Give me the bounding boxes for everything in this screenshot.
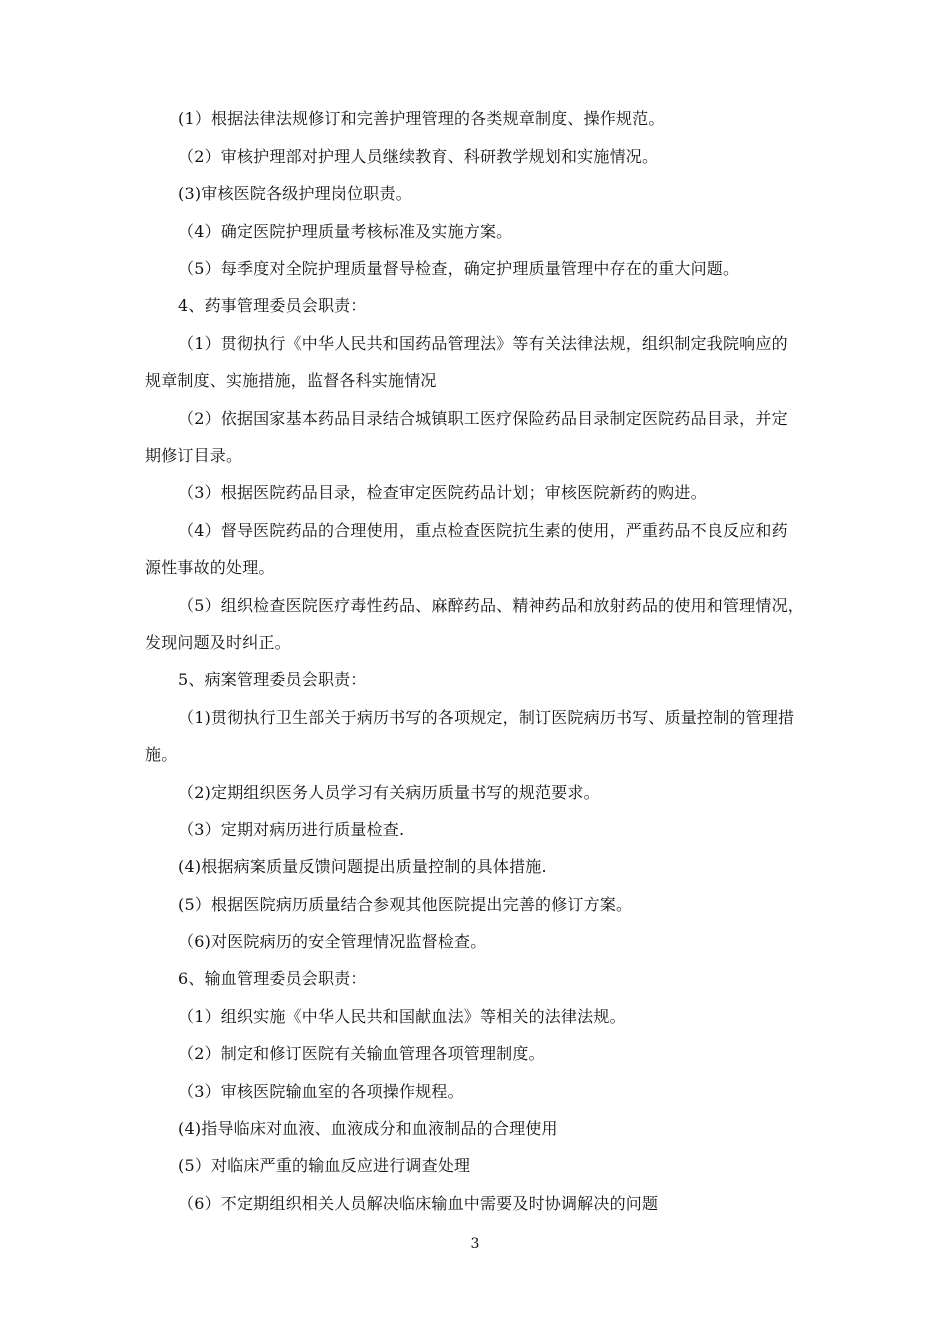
- section-heading: 6、输血管理委员会职责：: [178, 969, 367, 988]
- text-line: （3）根据医院药品目录，检查审定医院药品计划；审核医院新药的购进。: [178, 483, 707, 502]
- text-line: （5）每季度对全院护理质量督导检查，确定护理质量管理中存在的重大问题。: [178, 259, 740, 278]
- text-line: （6）不定期组织相关人员解决临床输血中需要及时协调解决的问题: [178, 1194, 659, 1213]
- text-line: （2）审核护理部对护理人员继续教育、科研教学规划和实施情况。: [178, 147, 659, 166]
- text-line: (1）根据法律法规修订和完善护理管理的各类规章制度、操作规范。: [178, 109, 665, 128]
- text-line: （1）贯彻执行《中华人民共和国药品管理法》等有关法律法规，组织制定我院响应的: [178, 334, 788, 353]
- text-line: 源性事故的处理。: [145, 558, 275, 577]
- text-line: （1)贯彻执行卫生部关于病历书写的各项规定，制订医院病历书写、质量控制的管理措: [178, 708, 795, 727]
- text-line: 发现问题及时纠正。: [145, 633, 291, 652]
- text-line: (5）根据医院病历质量结合参观其他医院提出完善的修订方案。: [178, 895, 633, 914]
- text-line: 期修订目录。: [145, 446, 243, 465]
- text-line: (3)审核医院各级护理岗位职责。: [178, 184, 412, 203]
- text-line: （4）督导医院药品的合理使用，重点检查医院抗生素的使用，严重药品不良反应和药: [178, 521, 788, 540]
- text-line: （3）定期对病历进行质量检查.: [178, 820, 405, 839]
- text-line: （2）制定和修订医院有关输血管理各项管理制度。: [178, 1044, 545, 1063]
- page-number: 3: [470, 1236, 480, 1252]
- text-line: 施。: [145, 745, 178, 764]
- text-line: (5）对临床严重的输血反应进行调查处理: [178, 1156, 471, 1175]
- section-heading: 5、病案管理委员会职责：: [178, 670, 367, 689]
- text-line: （2)定期组织医务人员学习有关病历质量书写的规范要求。: [178, 783, 600, 802]
- section-heading: 4、药事管理委员会职责：: [178, 296, 367, 315]
- text-line: (4)根据病案质量反馈问题提出质量控制的具体措施.: [178, 857, 547, 876]
- text-line: （6)对医院病历的安全管理情况监督检查。: [178, 932, 487, 951]
- text-line: （5）组织检查医院医疗毒性药品、麻醉药品、精神药品和放射药品的使用和管理情况，: [178, 596, 804, 615]
- text-line: （2）依据国家基本药品目录结合城镇职工医疗保险药品目录制定医院药品目录，并定: [178, 409, 788, 428]
- text-line: （1）组织实施《中华人民共和国献血法》等相关的法律法规。: [178, 1007, 626, 1026]
- text-line: 规章制度、实施措施，监督各科实施情况: [145, 371, 437, 390]
- text-line: （3）审核医院输血室的各项操作规程。: [178, 1082, 464, 1101]
- text-line: （4）确定医院护理质量考核标准及实施方案。: [178, 222, 513, 241]
- text-line: (4)指导临床对血液、血液成分和血液制品的合理使用: [178, 1119, 558, 1138]
